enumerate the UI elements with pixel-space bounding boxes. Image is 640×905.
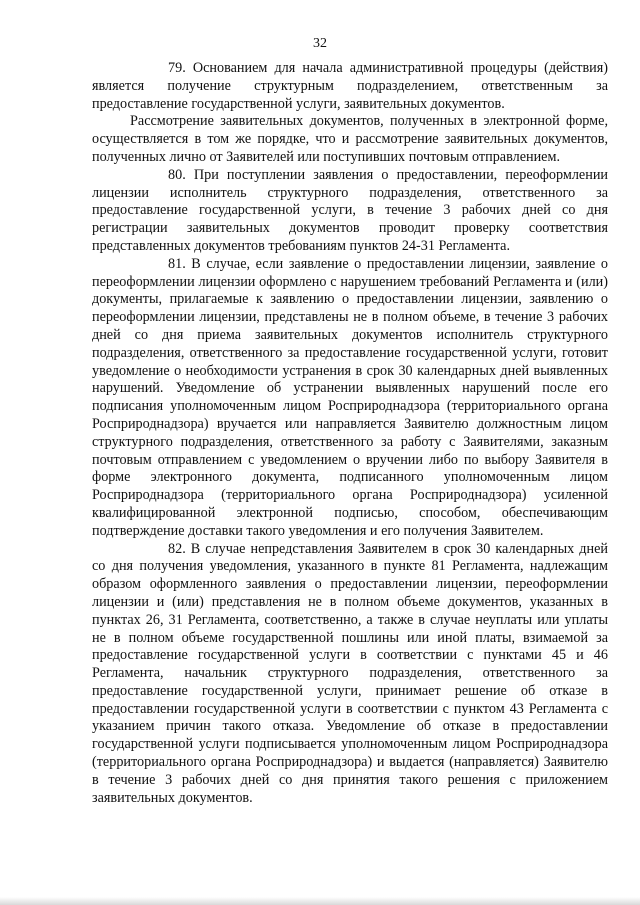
- paragraph-81: [92, 256, 608, 541]
- document-body: [92, 60, 608, 807]
- paragraph-number: 82.: [168, 540, 186, 557]
- paragraph-text: При поступлении заявления о предоставлении, переоформлении лицензии исполнитель структурного подразделения, ответственного за предоставление государственной услуги, в течение 3 рабочих дней со дня регистрации заявительных документов проводит проверку соответствия представленных документов требованиям пунктов 24-31 Регламента.: [92, 166, 609, 254]
- paragraph-number: 79.: [168, 60, 186, 76]
- paragraph-text: В случае непредставления Заявителем в срок 30 календарных дней со дня получения уведомления, указанного в пункте 81 Регламента, надлежащим образом оформленного заявления о предоставлении лицензии, переоформлении лицензии и (или) представления не в полном объеме документов, указанных в пунктах 26, 31 Регламента, соответственно, а также в случае неуплаты или уплаты не в полном объеме государственной пошлины или иной платы, взимаемой за предоставление государственной услуги в соответствии с пунктами 45 и 46 Регламента, начальник структурного подразделения, ответственного за предоставление государственной услуги, принимает решение об отказе в предоставлении государственной услуги в соответствии с пунктом 43 Регламента с указанием причин такого отказа. Уведомление об отказе в предоставлении государственной услуги подписывается уполномоченным лицом Росприроднадзора (территориального органа Росприроднадзора) и выдается (направляется) Заявителю в течение 3 рабочих дней со дня принятия такого решения с приложением заявительных документов.: [92, 540, 609, 806]
- paragraph-number: 80.: [168, 166, 186, 183]
- scan-bottom-edge: [0, 897, 640, 905]
- paragraph-text: В случае, если заявление о предоставлении лицензии, заявление о переоформлении лицензии оформлено с нарушением требований Регламента и (или) документы, прилагаемые к заявлению о предоставлении лицензии, заявлению о переоформлении лицензии, представлены не в полном объеме, в течение 3 рабочих дней со дня приема заявительных документов исполнитель структурного подразделения, ответственного за предоставление государственной услуги, готовит уведомление о необходимости устранения в срок 30 календарных дней выявленных нарушений. Уведомление об устранении выявленных нарушений после его подписания уполномоченным лицом Росприроднадзора (территориального органа Росприроднадзора) вручается или направляется Заявителю должностным лицом структурного подразделения, ответственного за работу с Заявителями, заказным почтовым отправлением с уведомлением о вручении либо по выбору Заявителя в форме электронного документа, подписанного уполномоченным лицом Росприроднадзора (территориального органа Росприроднадзора) усиленной квалифицированной электронной подписью, способом, обеспечивающим подтверждение доставки такого уведомления и его получения Заявителем.: [92, 255, 608, 539]
- paragraph-number: 81.: [168, 255, 186, 272]
- paragraph-80: [92, 167, 608, 256]
- paragraph-text: Рассмотрение заявительных документов, полученных в электронной форме, осуществляется в том же порядке, что и рассмотрение заявительных документов, полученных лично от Заявителей или поступивших почтовым отправлением.: [92, 113, 608, 165]
- paragraph-79-continued: [92, 113, 608, 166]
- paragraph-82: [92, 541, 608, 808]
- paragraph-text: Основанием для начала административной процедуры (действия) является получение структурным подразделением, ответственным за предоставление государственной услуги, заявительных документов.: [92, 60, 608, 112]
- paragraph-79: [92, 60, 608, 113]
- page-number: 32: [313, 36, 327, 51]
